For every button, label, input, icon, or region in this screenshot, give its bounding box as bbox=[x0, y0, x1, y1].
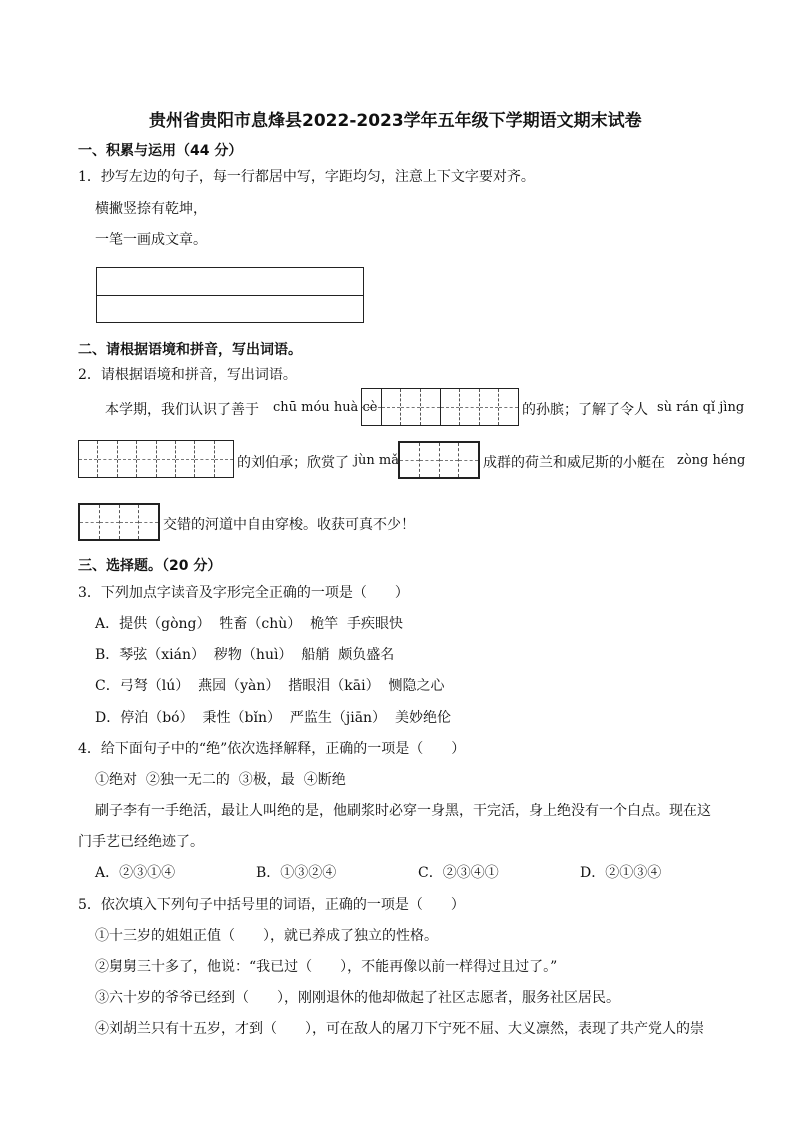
grid-cell[interactable] bbox=[401, 389, 421, 425]
q5-line-2: ②舅舅三十多了，他说：“我已过（ ），不能再像以前一样得过且过了。” bbox=[95, 959, 558, 975]
q2-pinyin-3: jùn mǎ bbox=[354, 453, 399, 468]
q5-line-3: ③六十岁的爷爷已经到（ ），刚刚退休的他却做起了社区志愿者，服务社区居民。 bbox=[95, 990, 620, 1006]
q3-option-a[interactable]: A．提供（gòng） 牲畜（chù） 桅竿 手疾眼快 bbox=[95, 616, 404, 632]
grid-cell[interactable] bbox=[480, 389, 500, 425]
q3-option-b[interactable]: B．琴弦（xián） 秽物（huì） 船艄 颇负盛名 bbox=[95, 647, 395, 663]
answer-grid-2[interactable] bbox=[78, 440, 234, 478]
question-4-stem: 4．给下面句子中的“绝”依次选择解释，正确的一项是（ ） bbox=[78, 741, 466, 757]
grid-cell[interactable] bbox=[98, 441, 117, 477]
grid-cell[interactable] bbox=[195, 441, 214, 477]
grid-cell[interactable] bbox=[118, 441, 137, 477]
copy-line-2: 一笔一画成文章。 bbox=[95, 232, 207, 248]
grid-cell[interactable] bbox=[120, 505, 140, 539]
q4-passage-line-2: 门手艺已经绝迹了。 bbox=[78, 834, 204, 850]
q2-text-1: 本学期，我们认识了善于 bbox=[105, 402, 259, 418]
q2-pinyin-1: chū móu huà cè bbox=[273, 400, 378, 415]
q3-option-c[interactable]: C．弓弩（lú） 燕园（yàn） 揩眼泪（kāi） 恻隐之心 bbox=[95, 678, 445, 694]
grid-cell[interactable] bbox=[459, 443, 478, 477]
q3-option-d[interactable]: D．停泊（bó） 秉性（bǐn） 严监生（jiān） 美妙绝伦 bbox=[95, 710, 451, 726]
grid-cell[interactable] bbox=[440, 443, 460, 477]
grid-cell[interactable] bbox=[421, 389, 441, 425]
answer-grid-1[interactable] bbox=[361, 388, 519, 426]
q2-text-3: 的刘伯承；欣赏了 bbox=[237, 455, 349, 471]
question-5-stem: 5．依次填入下列句子中括号里的词语，正确的一项是（ ） bbox=[78, 897, 465, 913]
grid-cell[interactable] bbox=[441, 389, 461, 425]
section-heading-3: 三、选择题。（20 分） bbox=[78, 558, 222, 574]
grid-cell[interactable] bbox=[157, 441, 176, 477]
q4-passage-line-1: 刷子李有一手绝活，最让人叫绝的是，他刷浆时必穿一身黑，干完活，身上绝没有一个白点。现在这 bbox=[95, 803, 711, 819]
q5-line-4: ④刘胡兰只有十五岁，才到（ ），可在敌人的屠刀下宁死不屈、大义凛然，表现了共产党人的崇 bbox=[95, 1021, 704, 1037]
page-title: 贵州省贵阳市息烽县2022-2023学年五年级下学期语文期末试卷 bbox=[149, 111, 642, 131]
grid-cell[interactable] bbox=[460, 389, 480, 425]
q5-line-1: ①十三岁的姐姐正值（ ），就已养成了独立的性格。 bbox=[95, 928, 438, 944]
grid-cell[interactable] bbox=[382, 389, 402, 425]
copy-line-1: 横撇竖捺有乾坤， bbox=[95, 201, 207, 217]
grid-cell[interactable] bbox=[215, 441, 233, 477]
grid-cell[interactable] bbox=[420, 443, 440, 477]
q2-pinyin-2: sù rán qǐ jìng bbox=[657, 400, 745, 415]
section-heading-1: 一、积累与运用（44 分） bbox=[78, 143, 243, 159]
grid-cell[interactable] bbox=[100, 505, 120, 539]
q4-option-d[interactable]: D．②①③④ bbox=[580, 865, 662, 881]
question-1-stem: 1．抄写左边的句子，每一行都居中写，字距均匀，注意上下文字要对齐。 bbox=[78, 169, 535, 185]
answer-grid-3[interactable] bbox=[398, 441, 480, 479]
section-heading-2: 二、请根据语境和拼音，写出词语。 bbox=[78, 342, 302, 358]
q2-text-4: 成群的荷兰和威尼斯的小艇在 bbox=[483, 455, 665, 471]
grid-cell[interactable] bbox=[137, 441, 156, 477]
copy-writing-box[interactable] bbox=[96, 267, 364, 323]
grid-cell[interactable] bbox=[139, 505, 158, 539]
grid-cell[interactable] bbox=[400, 443, 420, 477]
q2-text-5: 交错的河道中自由穿梭。收获可真不少！ bbox=[163, 517, 415, 533]
q4-option-c[interactable]: C．②③④① bbox=[418, 865, 499, 881]
grid-cell[interactable] bbox=[362, 389, 382, 425]
question-3-stem: 3．下列加点字读音及字形完全正确的一项是（ ） bbox=[78, 585, 409, 601]
answer-grid-4[interactable] bbox=[78, 503, 160, 541]
q4-meanings: ①绝对 ②独一无二的 ③极，最 ④断绝 bbox=[95, 772, 346, 788]
q2-pinyin-4: zòng héng bbox=[677, 453, 746, 468]
q2-text-2: 的孙膑；了解了令人 bbox=[522, 402, 648, 418]
grid-cell[interactable] bbox=[79, 441, 98, 477]
grid-cell[interactable] bbox=[499, 389, 518, 425]
q4-option-a[interactable]: A．②③①④ bbox=[95, 865, 176, 881]
q4-option-b[interactable]: B．①③②④ bbox=[256, 865, 337, 881]
copy-box-divider bbox=[97, 295, 363, 296]
grid-cell[interactable] bbox=[176, 441, 195, 477]
question-2-stem: 2．请根据语境和拼音，写出词语。 bbox=[78, 367, 297, 383]
grid-cell[interactable] bbox=[80, 505, 100, 539]
